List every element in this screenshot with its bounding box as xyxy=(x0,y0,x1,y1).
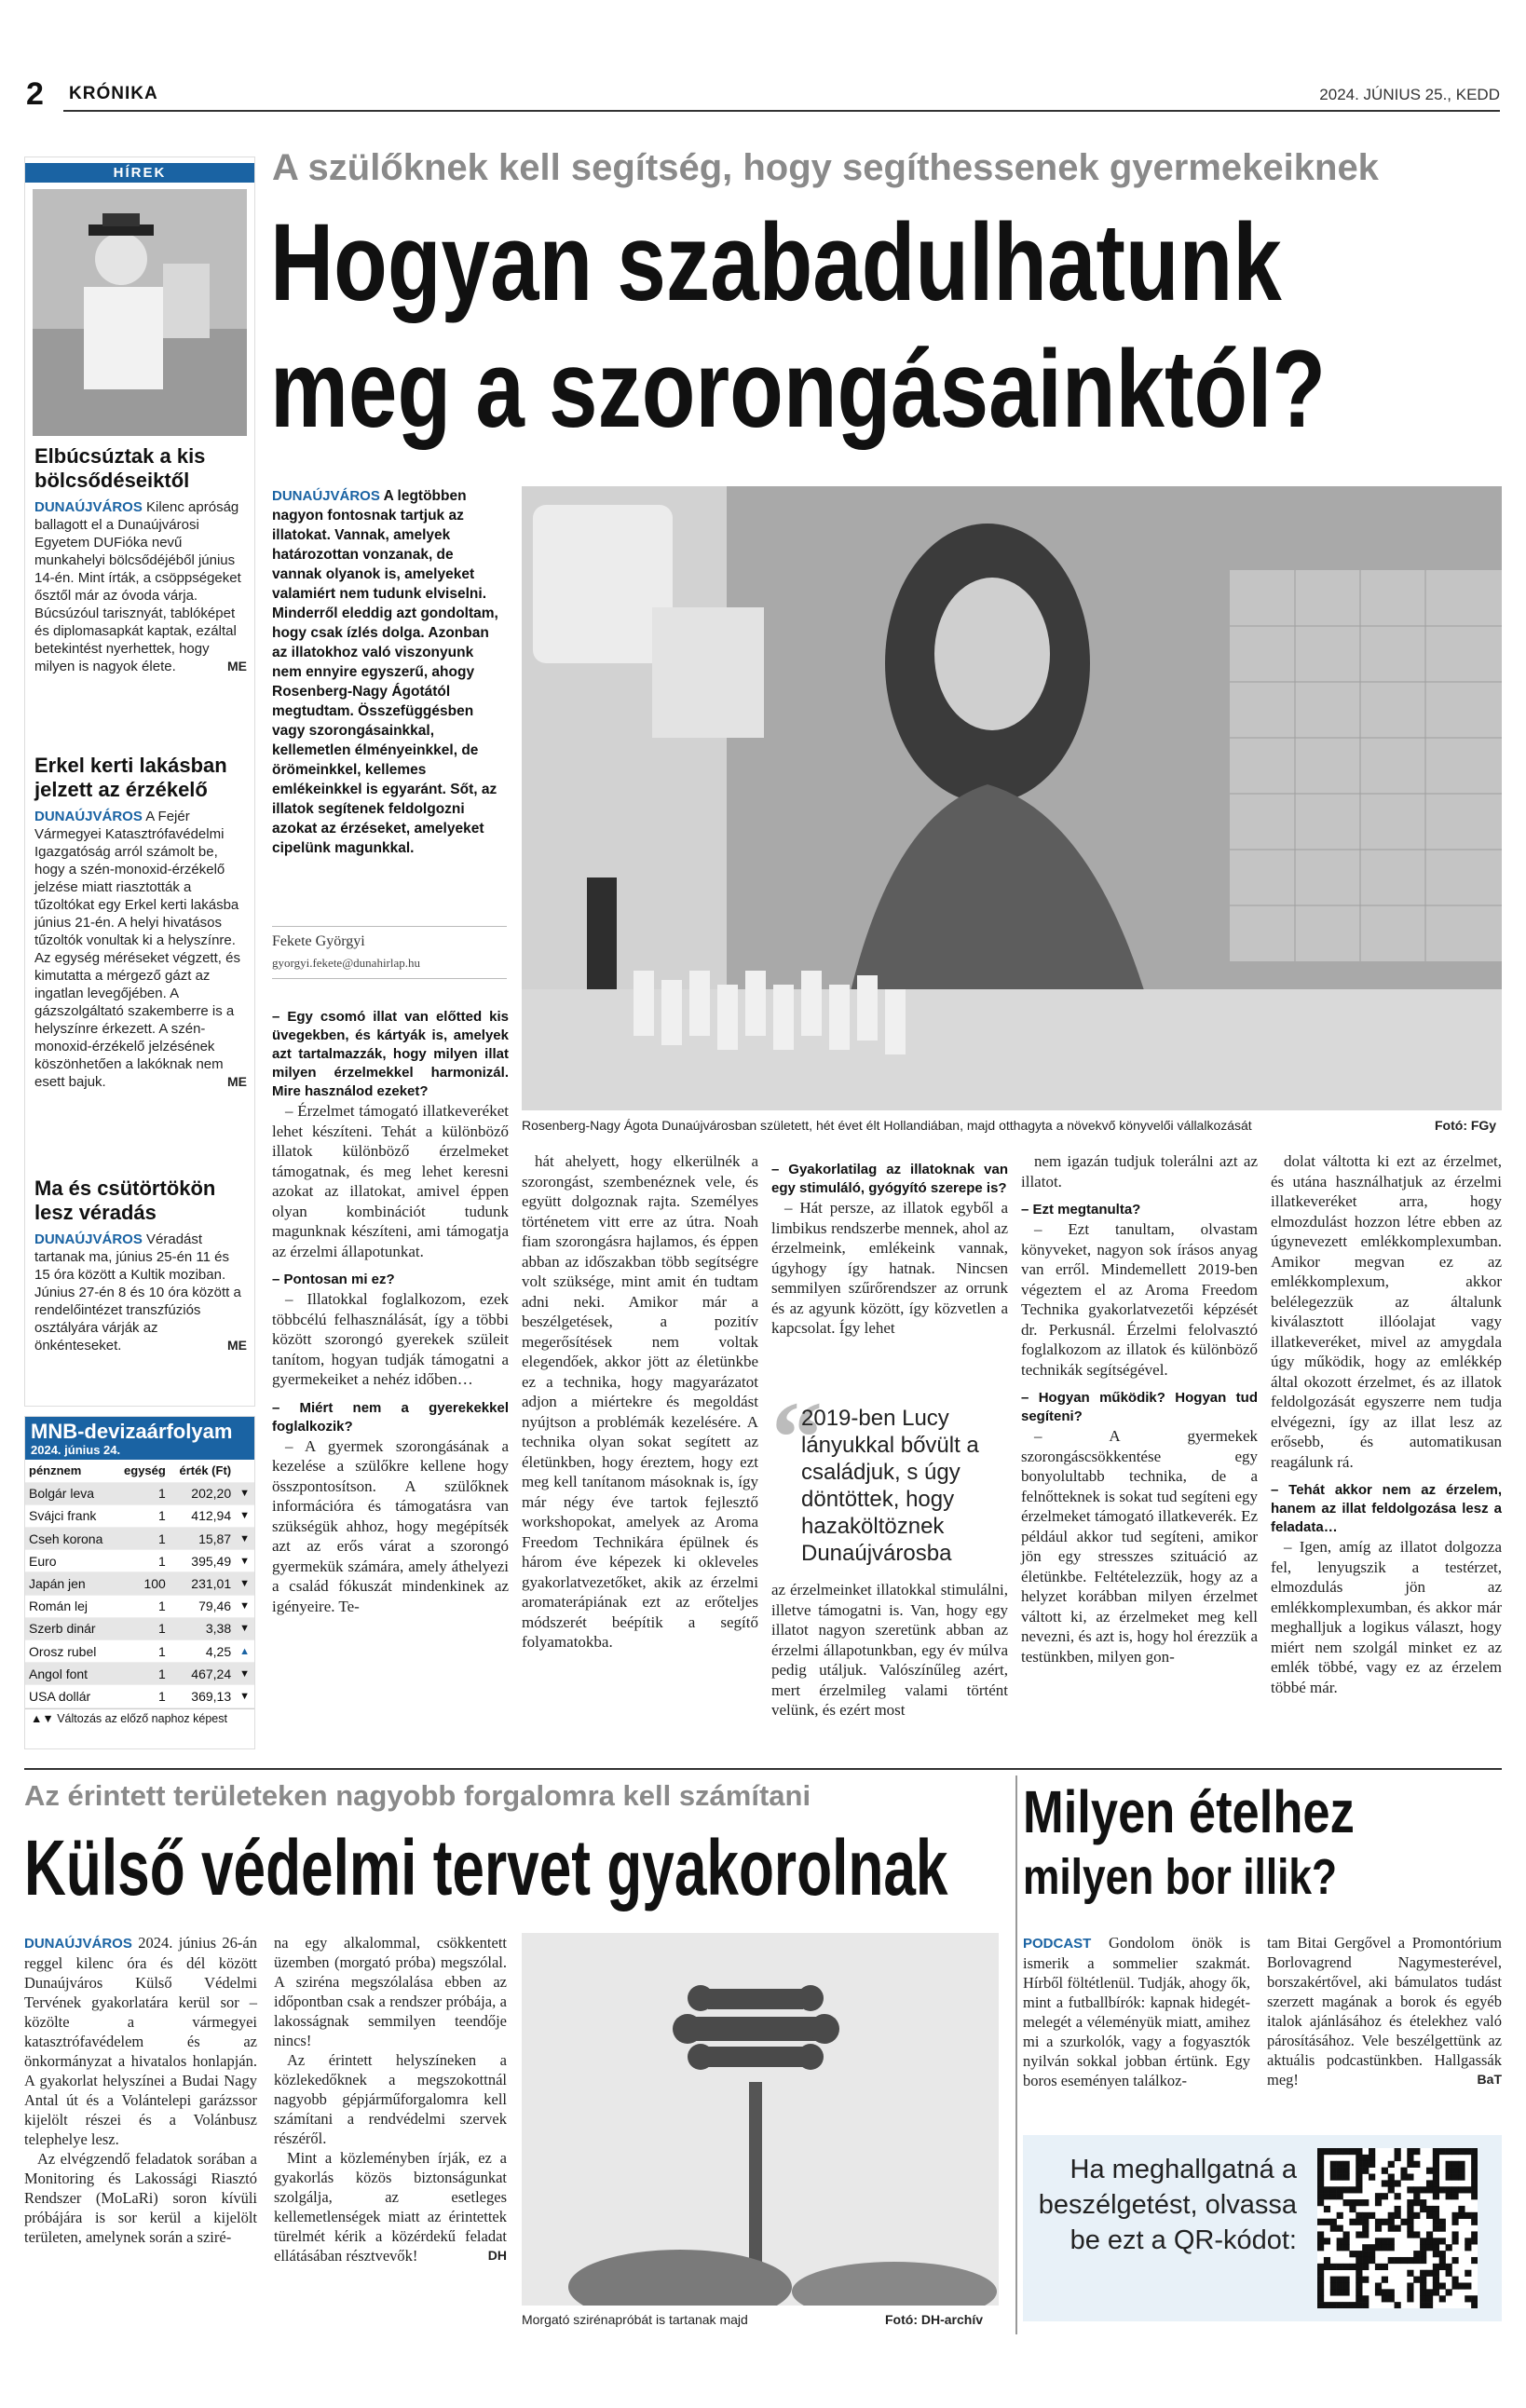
siren-photo-credit: Fotó: DH-archív xyxy=(885,2312,983,2327)
main-lead-text: A legtöbben nagyon fontosnak tartjuk az illatokat. Vannak, amelyek határozottan vonzanak, de vannak olyanok is, amelyeket valamiért nem tudunk elviselni. Minderről eleddig azt gondoltam, hogy csak ízlés dolga. Azonban az illatokhoz való viszonyunk nem ennyire egyszerű, ahogy Rosenberg-Nagy Ágotától megtudtam. Összefüggésben vagy szorongásainkkal, kellemetlen élményeinkkel, de örömeinkkel, kellemes emlékeinkkel is egyaránt. Sőt, az illatok segítenek feldolgozni azokat az érzéseket, amelyeket cipelünk magunkkal. xyxy=(272,488,498,856)
fx-value: 395,49 xyxy=(170,1550,235,1572)
fx-row xyxy=(25,1482,254,1504)
sidebar-item-text: A Fejér Vármegyei Katasztrófavédelmi Igazgatóság arról számolt be, hogy a szén-monoxid-érzékelő jelzése miatt riasztották a tűzoltókat egy Erkel kerti lakásba június 21-én. A helyi hivatásos tűzoltók vonultak ki a helyszínre. Az egység méréseket végzett, és kimutatta a mérgező gázt az ingatlan levegőjében. A gázszolgáltató szakemberre is a helyszínre érkezett. A szén-monoxid-érzékelő jelzésének köszönhetően a lakóknak nem esett bajuk. xyxy=(34,809,240,1090)
interview-question: – Gyakorlatilag az illatoknak van egy stimuláló, gyógyító szerepe is? xyxy=(771,1162,1008,1196)
fx-value: 4,25 xyxy=(170,1640,235,1663)
fx-currency: Bolgár leva xyxy=(25,1482,116,1504)
interview-answer: az érzelmeinket illatokkal stimulálni, illetve támogatni is. Van, hogy egy illatot nagyon szeretünk abban az érzelmi állapotunkban, egy év múlva pedig utáljuk. Valószínűleg azért, mert érzelmileg valami történt velünk, és ezért most xyxy=(771,1581,1008,1719)
sidebar-item-lead: DUNAÚJVÁROS xyxy=(34,1231,143,1247)
fx-currency: Japán jen xyxy=(25,1572,116,1595)
fx-currency: Szerb dinár xyxy=(25,1617,116,1639)
fx-value: 15,87 xyxy=(170,1528,235,1550)
fx-currency: Román lej xyxy=(25,1595,116,1617)
author-email: gyorgyi.fekete@dunahirlap.hu xyxy=(272,956,421,970)
interview-answer: nem igazán tudjuk tolerálni azt az illatot. xyxy=(1021,1152,1258,1190)
fx-change-icon: ▲ xyxy=(235,1640,254,1663)
interview-question: – Tehát akkor nem az érzelem, hanem az illat feldolgozása lesz a feladata… xyxy=(1271,1482,1502,1535)
sidebar-item-sig: ME xyxy=(227,1074,247,1089)
interview-question: – Egy csomó illat van előtted kis üvegekben, és kártyák is, amelyek azt tartalmazzák, hogy milyen illat milyen érzelmekkel harmonizál. Mire használod ezeket? xyxy=(272,1009,509,1099)
bottom-right-headline-1: Milyen ételhez xyxy=(1023,1778,1355,1845)
sidebar-item-text: Véradást tartanak ma, június 25-én 11 és 15 óra között a Kultik moziban. Június 27-én 8 és 10 óra között a rendelőintézet transzfúziós osztályára várják az önkénteseket. xyxy=(34,1231,241,1354)
fx-currency: USA dollár xyxy=(25,1685,116,1707)
fx-value: 3,38 xyxy=(170,1617,235,1639)
fx-change-icon: ▼ xyxy=(235,1617,254,1639)
author-name: Fekete Györgyi xyxy=(272,933,365,949)
siren-tower-photo xyxy=(522,1933,999,2306)
bottom-right-headline-2: milyen bor illik? xyxy=(1023,1849,1338,1905)
siren-photo xyxy=(522,1933,999,2306)
pullquote-mark: “ xyxy=(771,1381,823,1494)
main-column-1 xyxy=(272,999,509,1616)
fx-unit: 1 xyxy=(116,1550,170,1572)
fx-table-box xyxy=(24,1416,255,1749)
fx-date: 2024. június 24. xyxy=(31,1443,121,1457)
fx-value: 202,20 xyxy=(170,1482,235,1504)
bottom-right-text-2: tam Bitai Gergővel a Promontórium Borlovagrend Nagymesterével, borszakértővel, aki bámulatos tudást szerzett magának a borok és egyéb italok ajánlásához és ételekhez való párosításához. Vele beszélgettünk az aktuális podcastünkben. Hallgassák meg! xyxy=(1267,1934,1502,2088)
bottom-left-column-2 xyxy=(274,1933,507,2265)
qr-code[interactable] xyxy=(1317,2148,1478,2308)
fx-title-bar xyxy=(25,1417,254,1460)
qr-text: Ha meghallgatná a beszélgetést, olvassa be ezt a QR-kódot: xyxy=(1038,2155,1297,2255)
interview-question: – Ezt megtanulta? xyxy=(1021,1202,1141,1218)
bottom-left-text-1: 2024. június 26-án reggel kilenc óra és dél között Dunaújváros Külső Védelmi Tervének gyakorlatára kerül sor – közölte a vármegyei katasztrófavédelem és az önkormányzat a hivatalos honlapján. A gyakorlat helyszínei a Budai Nagy Antal út és a Volántelepi garázssor kijelölt részei és a Volánbusz telephelye lesz. xyxy=(24,1934,257,2148)
fx-unit: 1 xyxy=(116,1528,170,1550)
bottom-left-text-2a: na egy alkalommal, csökkentett üzemben (morgató próba) megszólal. A sziréna megszólalása ebben az időpontban csak a rendszer próbája, a lakosságnak semmilyen teendője nincs! xyxy=(274,1934,507,2049)
sidebar-item-title: Ma és csütörtökön lesz véradás xyxy=(34,1177,216,1224)
fx-change-icon: ▼ xyxy=(235,1550,254,1572)
main-lead-place: DUNAÚJVÁROS xyxy=(272,488,380,504)
bottom-left-text-1b: Az elvégzendő feladatok sorában a Monitoring és Lakossági Riasztó Rendszer (MoLaRi) soron kívüli próbájára is sor kerül a kijelölt területen, amelynek során a sziré- xyxy=(24,2150,257,2246)
interview-answer: – Igen, amíg az illatot dolgozza fel, lenyugszik a testérzet, elmozdulás jön az emlékkomplexumban, és akkor már meghalljuk a logikus választ, hogy miért nem szolgál minket ez az emlék többé, vagy ez az érzelem többé már. xyxy=(1271,1538,1502,1696)
fx-change-icon: ▼ xyxy=(235,1595,254,1617)
fx-footnote: ▲▼ Változás az előző naphoz képest xyxy=(25,1708,254,1728)
interview-question: – Pontosan mi ez? xyxy=(272,1272,395,1287)
main-column-4 xyxy=(1021,1151,1258,1667)
author-rule-bottom xyxy=(272,978,507,979)
issue-date: 2024. JÚNIUS 25., KEDD xyxy=(1319,86,1500,103)
fx-value: 231,01 xyxy=(170,1572,235,1595)
bottom-rule xyxy=(24,1768,1502,1770)
fx-currency: Svájci frank xyxy=(25,1504,116,1527)
bottom-left-sig: DH xyxy=(487,2248,507,2263)
fx-row xyxy=(25,1504,254,1527)
fx-row xyxy=(25,1617,254,1639)
interview-answer: dolat váltotta ki ezt az érzelmet, és utána használhatjuk az érzelmi illatkeveréket arra, hogy elmozdulást hozzon létre ebben az úgynevezett emlékkomplexumban. Amikor megvan ez az emlékkomplexum, akkor belélegezzük az általunk kiválasztott illóolajat vagy illatkeveréket, mivel az amygdala úgy működik, hogy az emlékkép által okozott érzelmet, és az illatok feldolgozását egyszerre nem tudja elvégezni, így az illat lesz az erősebb, és automatikusan reagálunk rá. xyxy=(1271,1152,1502,1471)
fx-value: 369,13 xyxy=(170,1685,235,1707)
section-name: KRÓNIKA xyxy=(69,84,158,103)
interview-answer: – A gyermekek szorongáscsökkentése egy bonyolultabb technika, de a felnőtteknek is sokat tud segíteni egy érzelmeket támogató illatkeverék. Ez például akkor tud segíteni, amikor jön egy stresszes szituáció az életünkbe. Feltételezzük, hogy az a helyzet korábban milyen érzelmet váltott ki, az érzelmeket meg kell nevezni, és azt is, hogy hol érezzük a testünkben, milyen gon- xyxy=(1021,1427,1258,1666)
interview-answer: – Hát persze, az illatok egyből a limbikus rendszerbe mennek, ahol az érzelmeink, emlékeink vannak, úgyhogy így hatnak. Nincsen semmilyen szűrőrendszer az orrunk és az agyunk között, így közvetlen a kapcsolat. Így lehet xyxy=(771,1199,1008,1337)
child-graduation-photo xyxy=(33,189,247,436)
bottom-right-sig: BaT xyxy=(1477,2072,1502,2087)
page-header xyxy=(26,75,1500,112)
fx-unit: 100 xyxy=(116,1572,170,1595)
sidebar-item-2 xyxy=(34,754,247,1091)
bottom-left-text-2c: Mint a közleményben írják, ez a gyakorlás közös biztonságunkat szolgálja, az esetleges kellemetlenségek miatt az érintettek türelmét kérik a közérdekű feladat ellátásában résztvevők! xyxy=(274,2149,507,2265)
sidebar-item-3 xyxy=(34,1177,247,1354)
sidebar-item-title: Elbúcsúztak a kis bölcsődéseiktől xyxy=(34,444,206,492)
main-photo xyxy=(522,486,1502,1110)
author-rule-top xyxy=(272,926,507,927)
fx-row xyxy=(25,1595,254,1617)
fx-col-unit: egység xyxy=(116,1460,170,1482)
bottom-right-text-1: Gondolom önök is ismerik a sommelier szakmát. Hírből föltétlenül. Tudják, ahogy ők, mint a futballbírók: kapnak hidegét-melegét a véleményük miatt, amihez mi a szurkolók, vagy a fogyasztók nyilván sokkal jobban értünk. Egy boros eseményen találkoz- xyxy=(1023,1934,1250,2089)
fx-change-icon: ▼ xyxy=(235,1572,254,1595)
interview-question: – Hogyan működik? Hogyan tud segíteni? xyxy=(1021,1390,1258,1424)
interview-answer: hát ahelyett, hogy elkerülnék a szorongást, szembenéznek vele, és együtt dolgoznak rajta. Személyes történetem vitt erre az útra. Noah fiam szorongásra hajlamos, és éppen abban az időszakban több segítségre volt szüksége, mint amit én tudtam adni neki. Amikor már a beszélgetések, a pozitív megerősítések nem voltak elegendőek, akkor jött az életünkbe ez a technika, hogy magyarázatot adjon a miértekre és megoldást nyújtson a problémák kezelésére. A technika olyan sokat segített az életünkben, hogy éreztem, hogy ezt meg kell tanítanom másoknak is, így már négy éve tartok fejlesztő workshopokat, amelyek az Aroma Freedom Technikára épülnek és három éve képezek ki okleveles gyakorlatvezetőket, akik az érzelmi aromaterápiának ezt az erőteljes módszerét beépítik a segítő folyamatokba. xyxy=(522,1152,758,1651)
sidebar-item-lead: DUNAÚJVÁROS xyxy=(34,809,143,824)
qr-box xyxy=(1023,2135,1502,2321)
fx-unit: 1 xyxy=(116,1617,170,1639)
fx-currency: Orosz rubel xyxy=(25,1640,116,1663)
sidebar-item-lead: DUNAÚJVÁROS xyxy=(34,499,143,515)
interview-question: – Miért nem a gyerekekkel foglalkozik? xyxy=(272,1399,509,1435)
fx-row xyxy=(25,1528,254,1550)
fx-currency: Angol font xyxy=(25,1663,116,1685)
sidebar-item-title: Erkel kerti lakásban jelzett az érzékelő xyxy=(34,754,227,801)
bottom-left-lead-place: DUNAÚJVÁROS xyxy=(24,1936,132,1952)
fx-col-dir xyxy=(235,1460,254,1482)
pullquote-text: 2019-ben Lucy lányukkal bővült a családjuk, s úgy döntöttek, hogy hazaköltöznek Dunaújvárosba xyxy=(801,1406,979,1566)
sidebar-item-sig: ME xyxy=(227,1338,247,1353)
bottom-right-column-2 xyxy=(1267,1933,1502,2089)
fx-change-icon: ▼ xyxy=(235,1685,254,1707)
bottom-right-column-1 xyxy=(1023,1933,1250,2090)
fx-unit: 1 xyxy=(116,1663,170,1685)
woman-with-essential-oils-photo xyxy=(522,486,1502,1110)
main-lead xyxy=(272,486,507,858)
bottom-left-kicker: Az érintett területeken nagyobb forgalomra kell számítani xyxy=(24,1779,811,1812)
sidebar-item-sig: ME xyxy=(227,659,247,673)
bottom-left-column-1 xyxy=(24,1933,257,2247)
interview-answer: – Illatokkal foglalkozom, ezek többcélú felhasználását, így a többi között szorongó gyerekek szüleit tanítom, hogyan tudják támogatni a gyermekeiket a nehéz időben… xyxy=(272,1290,509,1388)
main-column-3b xyxy=(771,1580,1008,1721)
qr-code-icon xyxy=(1317,2148,1478,2308)
main-photo-credit: Fotó: FGy xyxy=(1435,1118,1497,1133)
page-number: 2 xyxy=(26,76,44,112)
bottom-right-separator xyxy=(1015,1775,1017,2334)
fx-unit: 1 xyxy=(116,1685,170,1707)
fx-row xyxy=(25,1685,254,1707)
fx-row xyxy=(25,1663,254,1685)
fx-change-icon: ▼ xyxy=(235,1504,254,1527)
fx-row xyxy=(25,1572,254,1595)
fx-row xyxy=(25,1550,254,1572)
main-kicker: A szülőknek kell segítség, hogy segíthessenek gyermekeiknek xyxy=(272,147,1379,188)
fx-unit: 1 xyxy=(116,1595,170,1617)
interview-answer: – Érzelmet támogató illatkeveréket lehet készíteni. Tehát a különböző illatok különböző érzelmeket támogatnak, és meg lehet keresni azokat az illatokat, amivel éppen olyan kombinációt tudunk magunknak készíteni, ami támogatja az érzelmi állapotunkat. xyxy=(272,1102,509,1260)
fx-table xyxy=(25,1460,254,1708)
fx-row xyxy=(25,1640,254,1663)
fx-currency: Cseh korona xyxy=(25,1528,116,1550)
fx-change-icon: ▼ xyxy=(235,1482,254,1504)
fx-change-icon: ▼ xyxy=(235,1528,254,1550)
pullquote xyxy=(771,1381,1008,1574)
main-photo-caption: Rosenberg-Nagy Ágota Dunaújvárosban született, hét évet élt Hollandiában, majd otthagyta a növekvő könyvelői vállalkozását xyxy=(522,1118,1252,1133)
main-headline-2: meg a szorongásainktól? xyxy=(270,328,1327,451)
interview-answer: – A gyermek szorongásának a kezelése a szülőkre kellene hogy összpontosítson. A szülőknek információra és támogatásra van szükségük ahhoz, hogy megépítsék azt az erős várat a szorongó gyermekük számára, amely áthelyezi a család fókuszát mindenkinek az igényeire. Te- xyxy=(272,1436,509,1615)
sidebar-item-text: Kilenc apróság ballagott el a Dunaújvárosi Egyetem DUFióka nevű munkahelyi bölcsődéjéből június 14-én. Mint írták, a csöppségeket ősztől már az óvoda várja. Búcsúzóul tarisznyát, tablóképet és diplomasapkát kaptak, ezáltal betekintést nyerhettek, hogy milyen is nagyok élete. xyxy=(34,499,241,674)
fx-change-icon: ▼ xyxy=(235,1663,254,1685)
sidebar-item-1 xyxy=(34,444,247,675)
fx-unit: 1 xyxy=(116,1640,170,1663)
fx-value: 79,46 xyxy=(170,1595,235,1617)
bottom-left-headline: Külső védelmi tervet gyakorolnak xyxy=(24,1824,948,1911)
bottom-left-text-2b: Az érintett helyszíneken a közlekedőknek a megszokottnál nagyobb gépjárműforgalomra kell számítani a rendvédelmi szervek részéről. xyxy=(274,2051,507,2147)
fx-title: MNB-devizaárfolyam xyxy=(31,1420,233,1443)
main-headline-1: Hogyan szabadulhatunk xyxy=(270,201,1282,324)
sidebar-label: HÍREK xyxy=(25,163,254,183)
main-column-2 xyxy=(522,1151,758,1653)
fx-col-currency: pénznem xyxy=(25,1460,116,1482)
main-column-3 xyxy=(771,1151,1008,1339)
fx-unit: 1 xyxy=(116,1504,170,1527)
fx-currency: Euro xyxy=(25,1550,116,1572)
fx-value: 467,24 xyxy=(170,1663,235,1685)
bottom-right-lead-place: PODCAST xyxy=(1023,1936,1092,1952)
sidebar-photo xyxy=(33,189,247,436)
header-rule xyxy=(63,110,1500,112)
fx-unit: 1 xyxy=(116,1482,170,1504)
interview-answer: – Ezt tanultam, olvastam könyveket, nagyon sok írásos anyag van erről. Mindemellett 2019-ben végeztem el az Aroma Freedom Technika gyakorlatvezetői képzését dr. Perkusnál. Érzelmi felolvasztó foglalkozom az illatok és különböző technikák segítségével. xyxy=(1021,1220,1258,1379)
fx-value: 412,94 xyxy=(170,1504,235,1527)
main-column-5 xyxy=(1271,1151,1502,1697)
siren-photo-caption: Morgató szirénapróbát is tartanak majd xyxy=(522,2312,748,2327)
news-sidebar xyxy=(24,156,255,1407)
fx-col-value: érték (Ft) xyxy=(170,1460,235,1482)
